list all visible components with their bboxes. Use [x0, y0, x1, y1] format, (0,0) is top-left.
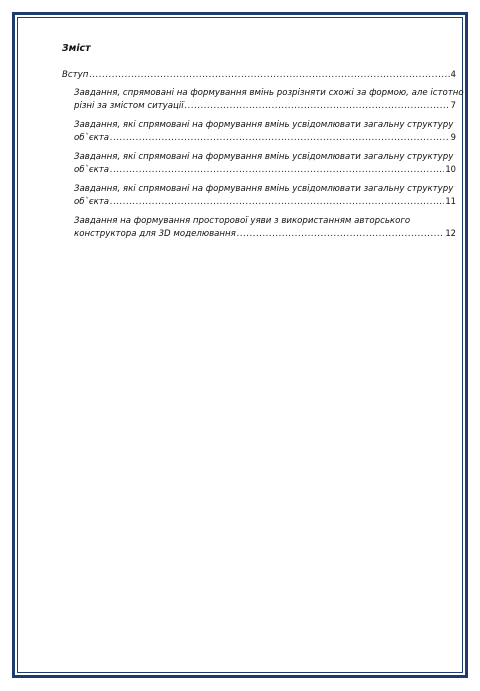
- toc-entry-title-line: Завдання, які спрямовані на формування вмінь усвідомлювати загальну структуру: [74, 152, 454, 162]
- toc-page-number: 10: [445, 163, 456, 174]
- toc-entry-line: [74, 196, 456, 209]
- toc-dot-leader: [89, 70, 449, 82]
- toc-dot-leader: [110, 197, 444, 209]
- toc-entry-title: об`єкта: [74, 132, 110, 143]
- toc-entry-title: об`єкта: [74, 196, 110, 207]
- table-of-contents: [62, 43, 464, 248]
- toc-entry-intro[interactable]: [62, 69, 456, 82]
- toc-entry-title: конструктора для 3D моделювання: [74, 228, 236, 239]
- toc-dot-leader: [237, 229, 444, 241]
- toc-page-number: 9: [450, 131, 456, 142]
- toc-entry-4[interactable]: [62, 184, 456, 208]
- toc-entry-1[interactable]: [62, 88, 464, 112]
- toc-page-number: 4: [450, 68, 456, 79]
- toc-entry-title: різні за змістом ситуації: [74, 100, 184, 111]
- toc-entry-title-line: Завдання, які спрямовані на формування вмінь усвідомлювати загальну структуру: [74, 184, 454, 194]
- toc-entry-title: Вступ: [62, 69, 89, 80]
- toc-dot-leader: [110, 165, 444, 177]
- toc-entry-5[interactable]: [62, 216, 456, 240]
- toc-page-number: 12: [445, 227, 456, 238]
- toc-entry-line: [62, 69, 456, 82]
- toc-entry-title-line: Завдання, спрямовані на формування вмінь розрізняти схожі за формою, але істотно: [74, 88, 464, 98]
- toc-dot-leader: [185, 101, 450, 113]
- toc-entry-title: об`єкта: [74, 164, 110, 175]
- toc-entry-line: [74, 164, 456, 177]
- toc-entry-2[interactable]: [62, 120, 456, 144]
- toc-dot-leader: [110, 133, 450, 145]
- toc-entry-3[interactable]: [62, 152, 456, 176]
- toc-entry-line: [74, 132, 456, 145]
- toc-entry-title-line: Завдання, які спрямовані на формування вмінь усвідомлювати загальну структуру: [74, 120, 454, 130]
- toc-entry-line: [74, 100, 456, 113]
- toc-heading: Зміст: [62, 43, 91, 54]
- toc-page-number: 7: [450, 99, 456, 110]
- toc-page-number: 11: [445, 195, 456, 206]
- toc-entry-title-line: Завдання на формування просторової уяви з використанням авторського: [74, 216, 411, 226]
- toc-entry-line: [74, 228, 456, 241]
